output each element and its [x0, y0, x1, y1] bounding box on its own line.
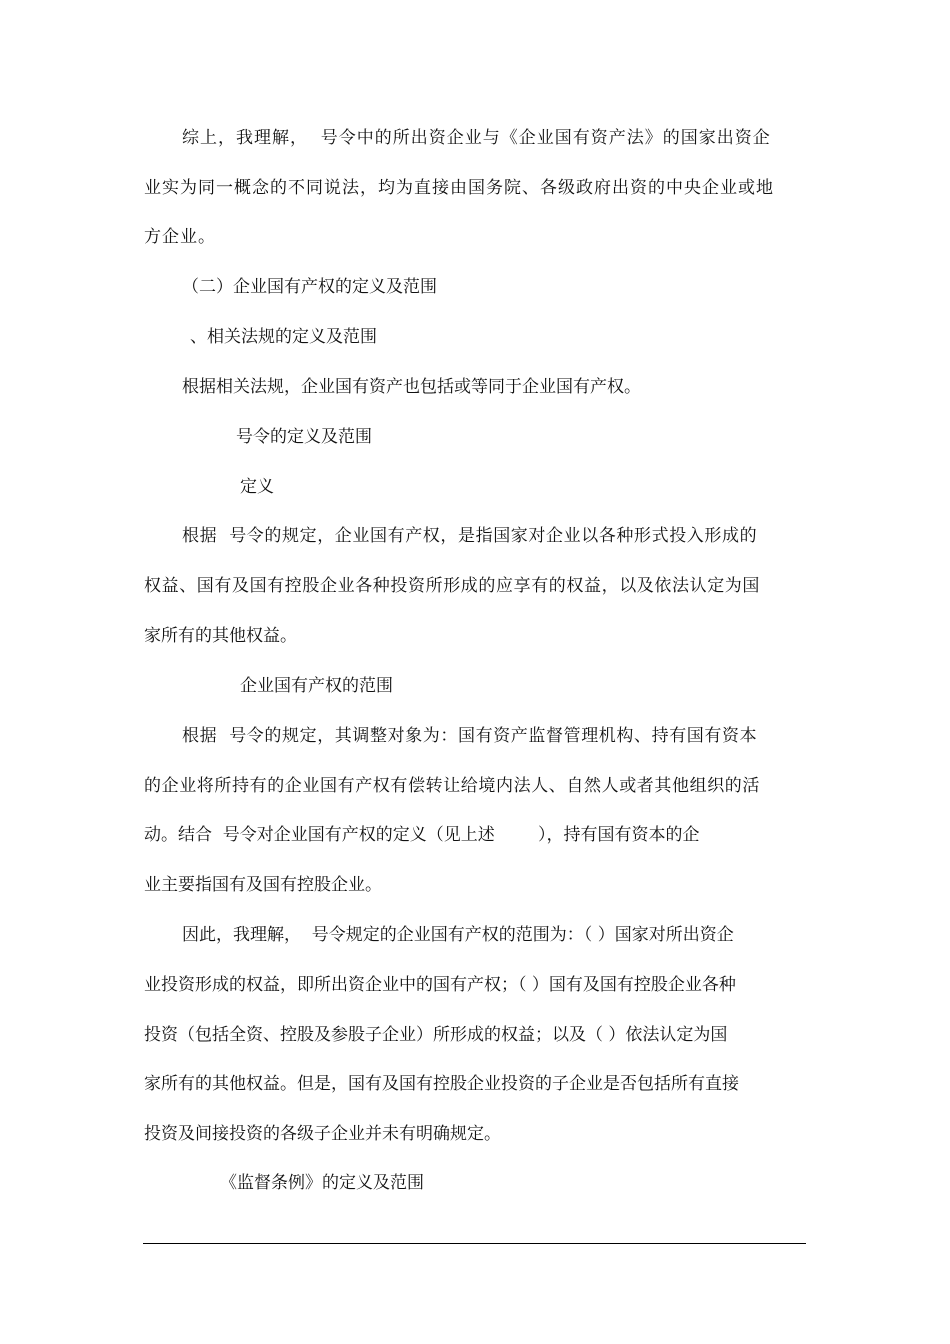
body-text-line: 根据相关法规，企业国有资产也包括或等同于企业国有产权。: [182, 377, 641, 397]
section-heading: （二）企业国有产权的定义及范围: [182, 277, 437, 297]
body-text-line: 的企业将所持有的企业国有产权有偿转让给境内法人、自然人或者其他组织的活: [144, 776, 760, 796]
subsection-heading: 定义: [240, 477, 274, 497]
footer-rule: [143, 1243, 806, 1244]
body-text-line: 投资（包括全资、控股及参股子企业）所形成的权益；以及（ ）依法认定为国: [144, 1025, 728, 1045]
subsection-heading: 号令的定义及范围: [236, 427, 372, 447]
body-text-line: 因此，我理解， 号令规定的企业国有产权的范围为：（ ）国家对所出资企: [182, 925, 734, 945]
subsection-heading: 、相关法规的定义及范围: [190, 327, 377, 347]
body-text-line: 投资及间接投资的各级子企业并未有明确规定。: [144, 1124, 501, 1144]
body-text-line: 方企业。: [144, 227, 216, 247]
body-text-line: 根据 号令的规定，其调整对象为：国有资产监督管理机构、持有国有资本: [182, 726, 758, 746]
body-text-line: 权益、国有及国有控股企业各种投资所形成的应享有的权益，以及依法认定为国: [144, 576, 760, 596]
body-text-line: 综上，我理解， 号令中的所出资企业与《企业国有资产法》的国家出资企: [182, 128, 771, 148]
body-text-line: 家所有的其他权益。: [144, 626, 297, 646]
body-text-line: 业实为同一概念的不同说法，均为直接由国务院、各级政府出资的中央企业或地: [144, 178, 774, 198]
body-text-line: 家所有的其他权益。但是，国有及国有控股企业投资的子企业是否包括所有直接: [144, 1074, 739, 1094]
subsection-heading: 企业国有产权的范围: [240, 676, 393, 696]
subsection-heading: 《监督条例》的定义及范围: [220, 1173, 424, 1193]
body-text-line: 业主要指国有及国有控股企业。: [144, 875, 382, 895]
body-text-line: 根据 号令的规定，企业国有产权，是指国家对企业以各种形式投入形成的: [182, 526, 758, 546]
body-text-line: 业投资形成的权益，即所出资企业中的国有产权；（ ）国有及国有控股企业各种: [144, 975, 736, 995]
body-text-line: 动。结合 号令对企业国有产权的定义（见上述 ），持有国有资本的企: [144, 825, 700, 845]
